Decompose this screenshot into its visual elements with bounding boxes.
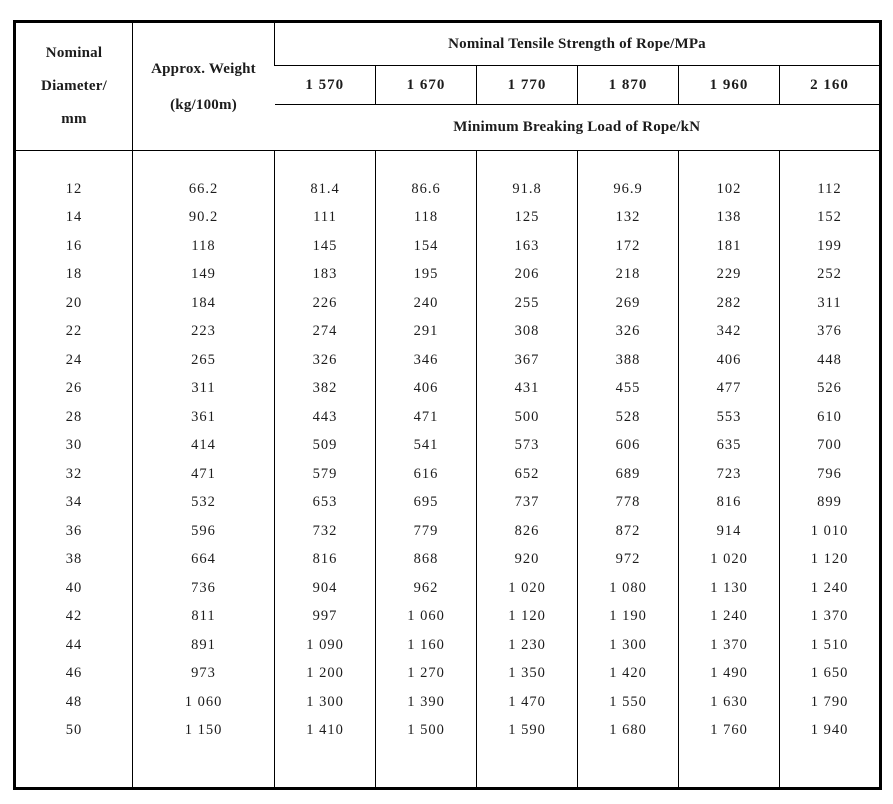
load-cell: 163 xyxy=(477,232,578,261)
spacer-cell xyxy=(15,745,133,789)
load-cell: 635 xyxy=(679,432,780,461)
load-cell: 1 790 xyxy=(780,688,881,717)
strength-value-header-1960: 1 960 xyxy=(679,66,780,105)
load-cell: 689 xyxy=(578,460,679,489)
load-cell: 1 090 xyxy=(275,631,376,660)
load-cell: 1 270 xyxy=(376,660,477,689)
load-cell: 914 xyxy=(679,517,780,546)
diameter-cell: 16 xyxy=(65,237,83,254)
load-cell: 1 060 xyxy=(376,603,477,632)
load-cell: 579 xyxy=(275,460,376,489)
load-cell: 102 xyxy=(679,175,780,204)
weight-cell: 1 150 xyxy=(133,717,275,746)
load-cell: 1 120 xyxy=(477,603,578,632)
load-cell: 477 xyxy=(679,375,780,404)
load-cell: 1 650 xyxy=(780,660,881,689)
load-cell: 118 xyxy=(376,204,477,233)
load-cell: 779 xyxy=(376,517,477,546)
table-row xyxy=(15,574,881,603)
diameter-cell: 50 xyxy=(65,722,83,739)
load-cell: 448 xyxy=(780,346,881,375)
diameter-cell: 42 xyxy=(65,608,83,625)
load-cell: 138 xyxy=(679,204,780,233)
table-header xyxy=(15,22,881,151)
load-cell: 899 xyxy=(780,489,881,518)
load-cell: 1 510 xyxy=(780,631,881,660)
load-cell: 152 xyxy=(780,204,881,233)
spacer-cell xyxy=(376,745,477,789)
load-cell: 653 xyxy=(275,489,376,518)
load-cell: 695 xyxy=(376,489,477,518)
spacer-cell xyxy=(275,745,376,789)
diameter-cell: 32 xyxy=(65,465,83,482)
diameter-cell: 46 xyxy=(65,665,83,682)
header-weight-line2: (kg/100m) xyxy=(170,96,237,113)
header-tensile-strength-title: Nominal Tensile Strength of Rope/MPa xyxy=(275,22,881,66)
weight-cell: 223 xyxy=(133,318,275,347)
load-cell: 274 xyxy=(275,318,376,347)
load-cell: 346 xyxy=(376,346,477,375)
table-row xyxy=(15,603,881,632)
weight-cell: 118 xyxy=(133,232,275,261)
diameter-cell: 14 xyxy=(65,209,83,226)
spacer-cell xyxy=(578,151,679,176)
load-cell: 282 xyxy=(679,289,780,318)
load-cell: 700 xyxy=(780,432,881,461)
load-cell: 1 420 xyxy=(578,660,679,689)
load-cell: 1 300 xyxy=(275,688,376,717)
diameter-cell: 38 xyxy=(65,551,83,568)
diameter-cell: 44 xyxy=(65,636,83,653)
load-cell: 526 xyxy=(780,375,881,404)
load-cell: 311 xyxy=(780,289,881,318)
load-cell: 1 940 xyxy=(780,717,881,746)
load-cell: 195 xyxy=(376,261,477,290)
load-cell: 86.6 xyxy=(376,175,477,204)
load-cell: 1 470 xyxy=(477,688,578,717)
load-cell: 723 xyxy=(679,460,780,489)
table-row xyxy=(15,631,881,660)
load-cell: 255 xyxy=(477,289,578,318)
weight-cell: 311 xyxy=(133,375,275,404)
load-cell: 367 xyxy=(477,346,578,375)
load-cell: 406 xyxy=(376,375,477,404)
load-cell: 1 760 xyxy=(679,717,780,746)
diameter-cell: 12 xyxy=(65,180,83,197)
weight-cell: 361 xyxy=(133,403,275,432)
diameter-cell: 28 xyxy=(65,408,83,425)
load-cell: 443 xyxy=(275,403,376,432)
load-cell: 972 xyxy=(578,546,679,575)
load-cell: 226 xyxy=(275,289,376,318)
load-cell: 1 160 xyxy=(376,631,477,660)
load-cell: 1 130 xyxy=(679,574,780,603)
spacer-cell xyxy=(780,151,881,176)
weight-cell: 66.2 xyxy=(133,175,275,204)
load-cell: 145 xyxy=(275,232,376,261)
table-row xyxy=(15,517,881,546)
load-cell: 528 xyxy=(578,403,679,432)
weight-cell: 664 xyxy=(133,546,275,575)
load-cell: 732 xyxy=(275,517,376,546)
diameter-cell: 48 xyxy=(65,693,83,710)
header-row-strength-title xyxy=(15,22,881,66)
load-cell: 1 300 xyxy=(578,631,679,660)
load-cell: 1 350 xyxy=(477,660,578,689)
load-cell: 471 xyxy=(376,403,477,432)
header-nominal-diameter xyxy=(15,22,133,151)
load-cell: 181 xyxy=(679,232,780,261)
load-cell: 796 xyxy=(780,460,881,489)
spacer-cell xyxy=(15,151,133,176)
load-cell: 1 490 xyxy=(679,660,780,689)
load-cell: 1 370 xyxy=(679,631,780,660)
table-row xyxy=(15,489,881,518)
diameter-cell: 22 xyxy=(65,323,83,340)
load-cell: 1 240 xyxy=(780,574,881,603)
load-cell: 904 xyxy=(275,574,376,603)
load-cell: 1 390 xyxy=(376,688,477,717)
load-cell: 342 xyxy=(679,318,780,347)
table-row xyxy=(15,432,881,461)
spacer-row xyxy=(15,151,881,176)
load-cell: 199 xyxy=(780,232,881,261)
load-cell: 872 xyxy=(578,517,679,546)
weight-cell: 973 xyxy=(133,660,275,689)
weight-cell: 184 xyxy=(133,289,275,318)
load-cell: 1 370 xyxy=(780,603,881,632)
load-cell: 218 xyxy=(578,261,679,290)
load-cell: 291 xyxy=(376,318,477,347)
header-diameter-line3: mm xyxy=(61,111,87,127)
load-cell: 240 xyxy=(376,289,477,318)
load-cell: 91.8 xyxy=(477,175,578,204)
load-cell: 737 xyxy=(477,489,578,518)
table-row xyxy=(15,460,881,489)
load-cell: 206 xyxy=(477,261,578,290)
header-approx-weight xyxy=(133,22,275,151)
strength-value-header-1670: 1 670 xyxy=(376,66,477,105)
spacer-cell xyxy=(578,745,679,789)
weight-cell: 1 060 xyxy=(133,688,275,717)
load-cell: 229 xyxy=(679,261,780,290)
load-cell: 920 xyxy=(477,546,578,575)
rope-strength-table xyxy=(13,20,882,790)
load-cell: 125 xyxy=(477,204,578,233)
header-diameter-line2: Diameter/ xyxy=(41,78,107,94)
load-cell: 606 xyxy=(578,432,679,461)
table-row xyxy=(15,261,881,290)
load-cell: 1 680 xyxy=(578,717,679,746)
strength-value-header-1770: 1 770 xyxy=(477,66,578,105)
load-cell: 1 010 xyxy=(780,517,881,546)
table-row xyxy=(15,204,881,233)
diameter-cell: 36 xyxy=(65,522,83,539)
load-cell: 112 xyxy=(780,175,881,204)
table-row xyxy=(15,717,881,746)
spacer-cell xyxy=(477,745,578,789)
load-cell: 455 xyxy=(578,375,679,404)
load-cell: 541 xyxy=(376,432,477,461)
diameter-cell: 40 xyxy=(65,579,83,596)
load-cell: 388 xyxy=(578,346,679,375)
load-cell: 1 630 xyxy=(679,688,780,717)
load-cell: 308 xyxy=(477,318,578,347)
load-cell: 1 240 xyxy=(679,603,780,632)
load-cell: 997 xyxy=(275,603,376,632)
load-cell: 132 xyxy=(578,204,679,233)
load-cell: 81.4 xyxy=(275,175,376,204)
table-row xyxy=(15,403,881,432)
diameter-cell: 26 xyxy=(65,380,83,397)
table-row xyxy=(15,318,881,347)
spacer-cell xyxy=(376,151,477,176)
table-row xyxy=(15,375,881,404)
table-row xyxy=(15,289,881,318)
weight-cell: 596 xyxy=(133,517,275,546)
load-cell: 816 xyxy=(275,546,376,575)
strength-value-header-1570: 1 570 xyxy=(275,66,376,105)
load-cell: 1 200 xyxy=(275,660,376,689)
weight-cell: 736 xyxy=(133,574,275,603)
load-cell: 183 xyxy=(275,261,376,290)
spacer-cell xyxy=(133,151,275,176)
load-cell: 406 xyxy=(679,346,780,375)
load-cell: 1 410 xyxy=(275,717,376,746)
weight-cell: 891 xyxy=(133,631,275,660)
load-cell: 816 xyxy=(679,489,780,518)
weight-cell: 811 xyxy=(133,603,275,632)
table-row xyxy=(15,175,881,204)
diameter-cell: 24 xyxy=(65,351,83,368)
load-cell: 326 xyxy=(275,346,376,375)
load-cell: 1 190 xyxy=(578,603,679,632)
strength-value-header-2160: 2 160 xyxy=(780,66,881,105)
load-cell: 96.9 xyxy=(578,175,679,204)
spacer-cell xyxy=(679,151,780,176)
load-cell: 376 xyxy=(780,318,881,347)
table-row xyxy=(15,546,881,575)
header-diameter-line1: Nominal xyxy=(45,45,103,61)
load-cell: 509 xyxy=(275,432,376,461)
load-cell: 111 xyxy=(275,204,376,233)
load-cell: 154 xyxy=(376,232,477,261)
spacer-cell xyxy=(780,745,881,789)
load-cell: 431 xyxy=(477,375,578,404)
load-cell: 826 xyxy=(477,517,578,546)
spacer-row xyxy=(15,745,881,789)
load-cell: 778 xyxy=(578,489,679,518)
spacer-cell xyxy=(679,745,780,789)
load-cell: 1 550 xyxy=(578,688,679,717)
table-row xyxy=(15,346,881,375)
load-cell: 252 xyxy=(780,261,881,290)
weight-cell: 414 xyxy=(133,432,275,461)
table-row xyxy=(15,660,881,689)
weight-cell: 149 xyxy=(133,261,275,290)
header-breaking-load-title: Minimum Breaking Load of Rope/kN xyxy=(275,105,881,151)
header-weight-line1: Approx. Weight xyxy=(151,60,256,77)
diameter-cell: 20 xyxy=(65,294,83,311)
load-cell: 1 120 xyxy=(780,546,881,575)
table-body xyxy=(15,151,881,789)
load-cell: 962 xyxy=(376,574,477,603)
spacer-cell xyxy=(133,745,275,789)
load-cell: 573 xyxy=(477,432,578,461)
load-cell: 172 xyxy=(578,232,679,261)
weight-cell: 471 xyxy=(133,460,275,489)
table-row xyxy=(15,688,881,717)
load-cell: 1 020 xyxy=(477,574,578,603)
load-cell: 616 xyxy=(376,460,477,489)
load-cell: 553 xyxy=(679,403,780,432)
load-cell: 610 xyxy=(780,403,881,432)
diameter-cell: 30 xyxy=(65,437,83,454)
diameter-cell: 34 xyxy=(65,494,83,511)
load-cell: 652 xyxy=(477,460,578,489)
weight-cell: 265 xyxy=(133,346,275,375)
load-cell: 1 080 xyxy=(578,574,679,603)
load-cell: 382 xyxy=(275,375,376,404)
load-cell: 269 xyxy=(578,289,679,318)
load-cell: 1 590 xyxy=(477,717,578,746)
load-cell: 1 020 xyxy=(679,546,780,575)
diameter-cell: 18 xyxy=(65,266,83,283)
table-row xyxy=(15,232,881,261)
weight-cell: 90.2 xyxy=(133,204,275,233)
load-cell: 326 xyxy=(578,318,679,347)
load-cell: 500 xyxy=(477,403,578,432)
load-cell: 868 xyxy=(376,546,477,575)
weight-cell: 532 xyxy=(133,489,275,518)
spacer-cell xyxy=(477,151,578,176)
load-cell: 1 500 xyxy=(376,717,477,746)
load-cell: 1 230 xyxy=(477,631,578,660)
strength-value-header-1870: 1 870 xyxy=(578,66,679,105)
spacer-cell xyxy=(275,151,376,176)
